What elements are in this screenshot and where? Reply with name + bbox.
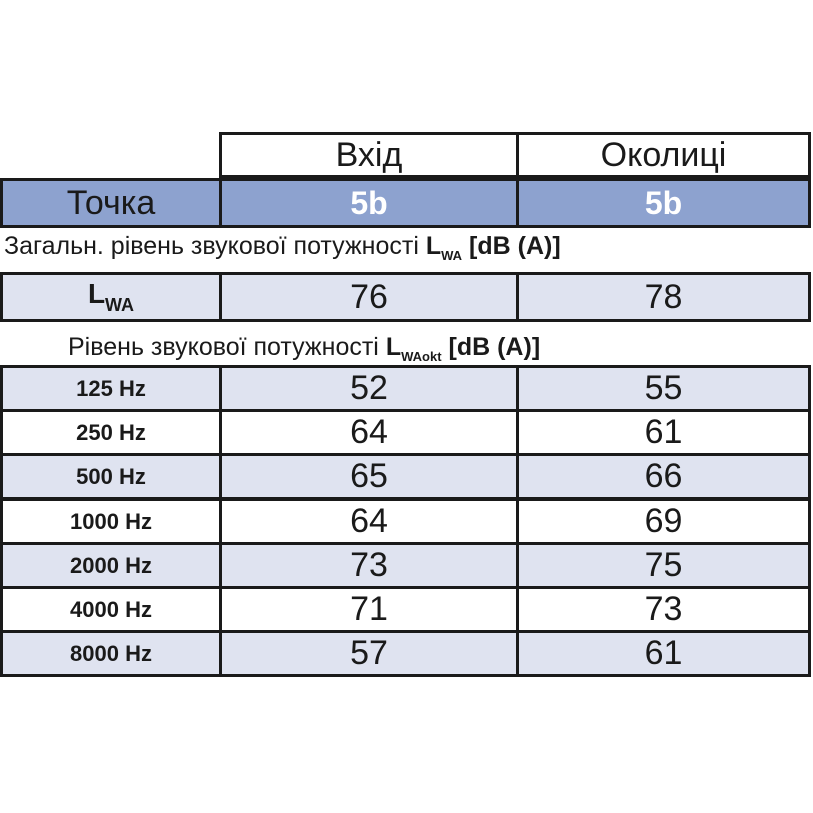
freq-label: 250 Hz (76, 419, 146, 445)
lwa-value-okolytsi (516, 272, 811, 322)
value-okolytsi: 73 (644, 590, 683, 628)
value-vkhid: 57 (350, 634, 388, 672)
overall-caption-unit: [dB (A)] (469, 232, 561, 260)
value-okolytsi-cell (516, 409, 811, 456)
point-value-vkhid-text: 5b (350, 184, 388, 221)
point-value-okolytsi (516, 178, 811, 228)
lwa-value-okolytsi-text: 78 (644, 277, 683, 316)
value-vkhid: 73 (350, 546, 388, 584)
value-vkhid-cell (219, 453, 519, 500)
value-vkhid: 71 (350, 590, 388, 628)
lwa-value-vkhid (219, 272, 519, 322)
freq-label-cell (0, 498, 222, 545)
value-vkhid-cell (219, 630, 519, 677)
freq-label: 125 Hz (76, 375, 146, 401)
value-vkhid-cell (219, 498, 519, 545)
octave-caption-symbol: L (385, 333, 402, 361)
value-okolytsi-cell (516, 630, 811, 677)
freq-label-cell (0, 365, 222, 412)
freq-label: 2000 Hz (70, 552, 152, 578)
freq-label: 8000 Hz (70, 640, 152, 666)
lwa-symbol: L (87, 278, 106, 309)
freq-label: 4000 Hz (70, 596, 152, 622)
value-vkhid-cell (219, 542, 519, 589)
point-label-cell (0, 178, 222, 228)
value-okolytsi: 69 (644, 502, 683, 540)
freq-label: 500 Hz (76, 463, 146, 489)
value-vkhid: 52 (350, 369, 388, 407)
value-okolytsi-cell (516, 586, 811, 633)
column-header-vkhid (219, 132, 519, 178)
lwa-label (88, 278, 134, 316)
freq-label-cell (0, 409, 222, 456)
overall-caption-text: Загальн. рівень звукової потужності (4, 232, 419, 260)
lwa-value-vkhid-text: 76 (350, 277, 388, 316)
value-okolytsi-cell (516, 542, 811, 589)
lwa-sub: WA (105, 295, 135, 315)
value-vkhid-cell (219, 365, 519, 412)
value-okolytsi: 55 (644, 369, 683, 407)
column-header-okolytsi (516, 132, 811, 178)
overall-caption-sub: WA (441, 248, 463, 263)
column-header-okolytsi-label: Околиці (600, 135, 727, 174)
overall-caption (4, 232, 561, 263)
value-okolytsi: 61 (644, 634, 683, 672)
overall-caption-symbol: L (425, 232, 442, 260)
value-vkhid: 64 (350, 502, 388, 540)
value-okolytsi: 75 (644, 546, 683, 584)
value-vkhid-cell (219, 409, 519, 456)
octave-caption (68, 333, 540, 364)
freq-label-cell (0, 542, 222, 589)
value-vkhid: 65 (350, 457, 388, 495)
point-label: Точка (66, 183, 156, 222)
value-okolytsi: 66 (644, 457, 683, 495)
point-value-okolytsi-text: 5b (644, 184, 683, 221)
column-header-vkhid-label: Вхід (335, 135, 403, 174)
value-okolytsi: 61 (644, 413, 683, 451)
freq-label: 1000 Hz (70, 508, 152, 534)
octave-caption-unit: [dB (A)] (448, 333, 541, 361)
lwa-label-cell (0, 272, 222, 322)
value-okolytsi-cell (516, 365, 811, 412)
point-value-vkhid (219, 178, 519, 228)
octave-caption-sub: WAokt (401, 349, 442, 364)
value-okolytsi-cell (516, 453, 811, 500)
freq-label-cell (0, 630, 222, 677)
value-vkhid-cell (219, 586, 519, 633)
value-okolytsi-cell (516, 498, 811, 545)
value-vkhid: 64 (350, 413, 388, 451)
freq-label-cell (0, 453, 222, 500)
freq-label-cell (0, 586, 222, 633)
octave-caption-text: Рівень звукової потужності (68, 333, 379, 361)
